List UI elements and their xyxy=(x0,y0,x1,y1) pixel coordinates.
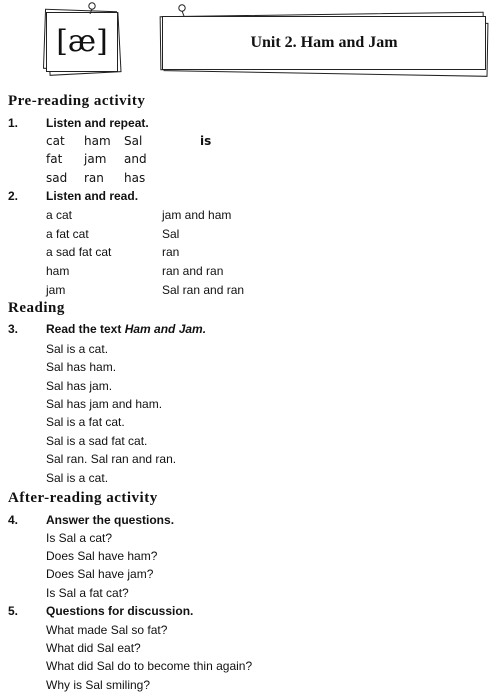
task-number: 5. xyxy=(8,604,19,618)
card-front-layer xyxy=(162,16,486,70)
reading-line: Sal is a cat. xyxy=(46,342,109,356)
word: Sal xyxy=(124,134,143,148)
word: fat xyxy=(46,152,63,166)
phonetic-symbol: [æ] xyxy=(56,24,108,59)
phrase-left: a sad fat cat xyxy=(46,245,112,259)
question-line: Does Sal have ham? xyxy=(46,549,158,563)
task-heading: Questions for discussion. xyxy=(46,604,194,618)
word: ran xyxy=(84,171,104,185)
reading-line: Sal is a sad fat cat. xyxy=(46,434,148,448)
phrase-left: jam xyxy=(46,283,66,297)
task-number: 2. xyxy=(8,189,19,203)
phrase-right: Sal xyxy=(162,227,180,241)
discussion-line: What did Sal do to become thin again? xyxy=(46,659,253,673)
task-heading-prefix: Read the text xyxy=(46,322,125,336)
section-reading: Reading xyxy=(8,300,65,316)
task-number: 1. xyxy=(8,116,19,130)
question-line: Is Sal a cat? xyxy=(46,531,113,545)
word: has xyxy=(124,171,146,185)
card-front-layer xyxy=(46,12,118,72)
phrase-left: a fat cat xyxy=(46,227,89,241)
phrase-left: a cat xyxy=(46,208,73,222)
reading-line: Sal has ham. xyxy=(46,360,117,374)
text-title: Ham and Jam. xyxy=(124,322,207,336)
reading-line: Sal ran. Sal ran and ran. xyxy=(46,452,177,466)
phrase-right: Sal ran and ran xyxy=(162,283,245,297)
question-line: Is Sal a fat cat? xyxy=(46,586,129,600)
word: ham xyxy=(84,134,111,148)
discussion-line: Why is Sal smiling? xyxy=(46,678,151,692)
task-number: 4. xyxy=(8,513,19,527)
unit-title-card xyxy=(158,10,488,72)
discussion-line: What did Sal eat? xyxy=(46,641,141,655)
task-heading: Listen and read. xyxy=(46,189,139,203)
word: cat xyxy=(46,134,65,148)
task-heading: Answer the questions. xyxy=(46,513,175,527)
word: sad xyxy=(46,171,68,185)
section-after-reading: After-reading activity xyxy=(8,490,158,506)
phrase-right: ran and ran xyxy=(162,264,224,278)
pushpin-icon xyxy=(176,4,188,16)
word: and xyxy=(124,152,147,166)
phrase-left: ham xyxy=(46,264,70,278)
phrase-right: jam and ham xyxy=(162,208,232,222)
section-pre-reading: Pre-reading activity xyxy=(8,93,146,109)
phonetic-card xyxy=(42,6,120,74)
reading-line: Sal is a cat. xyxy=(46,471,109,485)
word: is xyxy=(200,134,212,148)
word: jam xyxy=(84,152,107,166)
question-line: Does Sal have jam? xyxy=(46,567,154,581)
task-heading xyxy=(46,322,206,336)
pushpin-icon xyxy=(86,2,98,14)
phrase-right: ran xyxy=(162,245,180,259)
reading-line: Sal has jam. xyxy=(46,379,113,393)
reading-line: Sal is a fat cat. xyxy=(46,415,125,429)
unit-title: Unit 2. Ham and Jam xyxy=(250,34,398,51)
task-number: 3. xyxy=(8,322,19,336)
reading-line: Sal has jam and ham. xyxy=(46,397,163,411)
discussion-line: What made Sal so fat? xyxy=(46,623,168,637)
task-heading: Listen and repeat. xyxy=(46,116,149,130)
